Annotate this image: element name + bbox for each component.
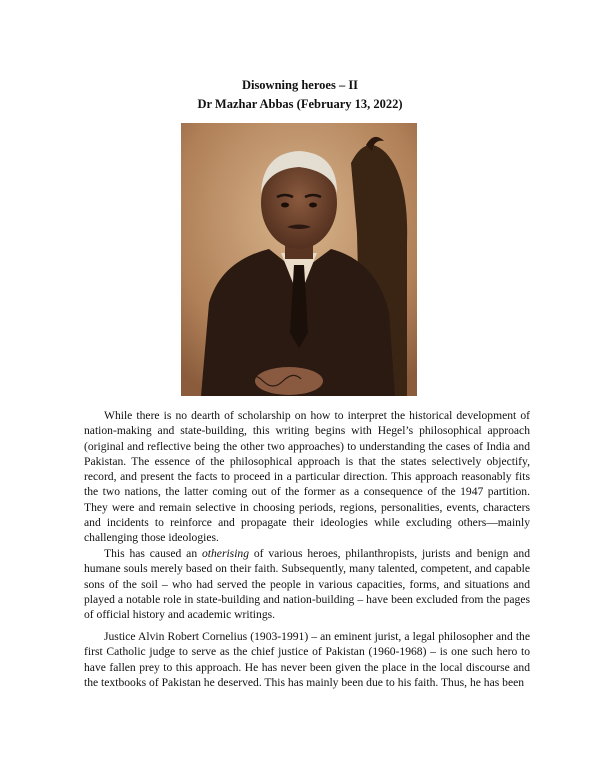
article-byline: Dr Mazhar Abbas (February 13, 2022): [197, 97, 403, 111]
paragraph-2-lead: This has caused an: [104, 547, 202, 560]
paragraph-2-emphasis: otherising: [201, 547, 250, 560]
paragraph-1: While there is no dearth of scholarship on how to interpret the historical development of nation-making and state-building, this writing begins with Hegel’s philosophical approach (original and reflective being the other two approaches) to understanding the cases of India and Pakistan. The essence of the philosophical approach is that the states selectively objectify, record, and present the facts to proceed in a particular direction. This approach reasonably fits the two nations, the latter coming out of the former as a consequence of the 1947 partition. They were and remain selective in choosing periods, regions, personalities, events, characters and incidents to reinforce and propagate their ideologies while excluding others—mainly challenging those ideologies.: [84, 409, 530, 545]
paragraph-2: [84, 546, 530, 622]
paragraph-2-rest: of various heroes, philanthropists, jurists and benign and humane souls merely based on their faith. Subsequently, many talented, competent, and capable sons of the soil – who had served the people in various capacities, forms, and situations and played a notable role in state-building and nation-building – have been excluded from the pages of official history and academic writings.: [84, 547, 530, 622]
portrait-photo: [181, 123, 417, 396]
paragraph-3: Justice Alvin Robert Cornelius (1903-1991) – an eminent jurist, a legal philosopher and the first Catholic judge to serve as the chief justice of Pakistan (1960-1968) – is one such hero to have fallen prey to this approach. He has never been given the place in the local discourse and the textbooks of Pakistan he deserved. This has mainly been due to his faith. Thus, he has been: [84, 630, 530, 689]
portrait-image: [181, 123, 417, 396]
article-title: Disowning heroes – II: [241, 78, 359, 92]
